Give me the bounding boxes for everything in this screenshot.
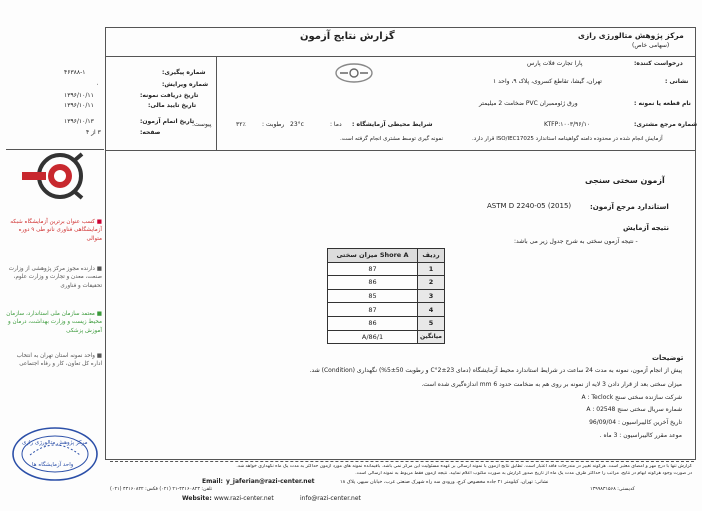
note-item-3: شرکت سازنده سختی سنج A : Teclock (581, 394, 682, 401)
sidebar-item-license-text: دارنده مجوز مرکز پژوهشی از وزارت صنعت، معدن و تجارت و وزارت علوم، تحقیقات و فناوری (8, 266, 102, 289)
tracking-label: شماره پیگیری: (162, 69, 206, 76)
email-link[interactable]: y_jaferian@razi-center.net (226, 478, 315, 485)
address-label: نشانی : (665, 78, 689, 85)
notes-heading: توضیحات (652, 354, 684, 362)
sample-received-value: ۱۳۹۶/۱۰/۱۱ (64, 92, 94, 99)
sidebar-top-rule (6, 149, 104, 150)
footer-phone: تلفن: ۴۴۱۶۰۸۲۳-۲۱ (۰۲۱) فکس: ۴۴۱۶۰۸۲۲ (۰۲۱) (110, 487, 213, 492)
sidebar-item-award (4, 218, 102, 243)
page-value: ۳ از ۴ (86, 129, 101, 136)
sidebar-item-trusted (4, 310, 102, 335)
email-label: Email: (202, 478, 223, 485)
header-column-divider (216, 56, 217, 150)
bullet-icon: ■ (94, 219, 102, 225)
applicant-value: پارا تجارت فلات پارس (527, 60, 583, 67)
env-label: شرایط محیطی آزمایشگاه : (352, 121, 433, 128)
website-link[interactable]: www.razi-center.net (214, 495, 274, 502)
revision-label: شماره ویرایش: (162, 81, 209, 88)
table-cell-index: 3 (418, 289, 445, 303)
header-divider (105, 56, 695, 57)
humidity-label: رطوبت : (262, 121, 285, 128)
temp-value: 23°c (290, 121, 304, 128)
footer-rule (110, 461, 694, 462)
sidebar-item-model-unit (4, 352, 102, 369)
financial-approval-value: ۱۳۹۶/۱۰/۱۱ (64, 102, 94, 109)
hardness-table (327, 248, 445, 344)
stamp-sub-text: واحد آزمایشگاه ها (32, 462, 74, 468)
table-cell-index: 5 (418, 316, 445, 330)
page-title: گزارش نتایج آزمون (300, 31, 395, 42)
bullet-icon: ■ (94, 311, 102, 317)
standard-label: استاندارد مرجع آزمون: (590, 203, 669, 211)
applicant-label: درخواست کننده: (634, 60, 683, 67)
table-cell-value: 86 (328, 316, 418, 330)
table-average-row (328, 330, 445, 344)
sample-received-label: تاریخ دریافت نمونه: (140, 92, 199, 99)
humidity-value: ۳۲٪ (236, 121, 246, 128)
table-row (328, 289, 445, 303)
stamp-text: مرکز پژوهش متالورژی رازی (22, 440, 88, 446)
table-row (328, 316, 445, 330)
footer-postcode: کدپستی: ۱۳۹۹۸۳۱۵۶۸ (590, 487, 635, 492)
table-cell-value: 87 (328, 262, 418, 276)
financial-approval-label: تاریخ تایید مالی: (148, 102, 197, 109)
pressure-label: پیوست: (192, 121, 212, 128)
test-title: آزمون سختی سنجی (585, 176, 665, 185)
sidebar-item-model-unit-text: واحد نمونه استان تهران به انتخاب اداره کل تعاون، کار و رفاه اجتماعی (16, 353, 102, 368)
table-row (328, 303, 445, 317)
sidebar-item-award-text: کسب عنوان برترین آزمایشگاه شبکه آزمایشگاهی فناوری نانو طی ۹ دوره متوالی (10, 219, 102, 242)
table-header-value: میزان سختی Shore A (328, 249, 418, 263)
test-completion-label: تاریخ اتمام آزمون: (140, 118, 195, 125)
table-cell-value: 87 (328, 303, 418, 317)
sidebar-item-trusted-text: معتمد سازمان ملی استاندارد، سازمان محیط زیست و وزارت بهداشت، درمان و آموزش پزشکی (6, 311, 102, 334)
footer-disclaimer-2: در صورت وجود هرگونه ابهام در نتایج، مراتب را حداکثر ظرف مدت یک ماه از تاریخ صدور گزارش به صورت مکتوب اعلام نمایید. نتیجه آزمون فقط مربوط به نمونه ارسالی است. (355, 471, 692, 476)
bullet-icon: ■ (94, 266, 102, 272)
official-stamp (10, 425, 100, 483)
table-cell-index: 1 (418, 262, 445, 276)
table-cell-value: 86 (328, 276, 418, 290)
test-completion-value: ۱۳۹۶/۱۰/۱۳ (64, 118, 94, 125)
table-header-row (328, 249, 445, 263)
company-logo-large (20, 152, 90, 200)
sidebar-item-license (4, 265, 102, 290)
footer-disclaimer-1: گزارش تنها با درج مهر و امضای معتبر است. هرگونه تغییر در مندرجات فاقد اعتبار است. تطابق نتایج آزمون با نمونه ارسالی بر عهده مسئولیت این مرکز نمی باشد. باقیمانده نمونه های مورد آزمون حداکثر به مدت یک ماه نگهداری خواهد شد. (236, 464, 692, 469)
result-intro: - نتیجه آزمون سختی به شرح جدول زیر می باشد: (514, 238, 638, 245)
table-row (328, 276, 445, 290)
note-item-6: موعد مقرر کالیبراسیون : 3 ماه . (599, 432, 682, 439)
reference-value: KTFP:۱۰۰۳/۹۶/۱۰ (544, 121, 591, 128)
sampling-note: نمونه گیری توسط مشتری انجام گرفته است. (340, 136, 444, 142)
sample-name-value: ورق ژئوممبران PVC ضخامت 2 میلیمتر (479, 100, 578, 107)
revision-value: ۰ (96, 81, 100, 88)
table-header-index: ردیف (418, 249, 445, 263)
table-cell-index: 4 (418, 303, 445, 317)
temp-label: دما : (330, 121, 342, 128)
sample-name-label: نام قطعه یا نمونه : (634, 100, 691, 107)
table-cell-index: 2 (418, 276, 445, 290)
table-cell-value: 85 (328, 289, 418, 303)
company-logo-small (334, 62, 374, 84)
org-name: مرکز پژوهش متالورژی رازی (578, 31, 684, 40)
accreditation-note: آزمایش انجام شده در محدوده دامنه گواهینامه استاندارد ISO/IEC17025 قرار دارد. (472, 136, 663, 142)
note-item-1: پیش از انجام آزمون، نمونه به مدت 24 ساعت در شرایط استاندارد محیط آزمایشگاه (دمای 23±2°C و رطوبت 50±5%) نگهداری (Condition) شد. (309, 367, 682, 374)
website-label: Website: (182, 495, 212, 502)
note-item-2: میزان سختی بعد از قرار دادن 3 لایه از نمونه بر روی هم به ضخامت حدود 6 mm اندازه‌گیری شده است. (421, 381, 682, 388)
page-label: صفحه: (140, 129, 161, 136)
note-item-4: شماره سریال سختی سنج A : 02548 (586, 406, 682, 413)
result-heading: نتیجه آزمایش (623, 224, 669, 232)
note-item-5: تاریخ آخرین کالیبراسیون : 96/09/04 (589, 419, 682, 426)
address-value: تهران، گیشا، تقاطع کسروی، پلاک ۹، واحد ۱ (493, 78, 602, 85)
tracking-value: ۴۶۳۸۸-۱ (64, 69, 86, 76)
table-average-value: A/86/1 (328, 330, 418, 344)
reference-label: شماره مرجع مشتری: (634, 121, 698, 128)
info-email-link[interactable]: info@razi-center.net (300, 495, 361, 502)
bullet-icon: ■ (94, 353, 102, 359)
table-row (328, 262, 445, 276)
header-frame (105, 27, 696, 151)
footer-address: نشانی: تهران، کیلومتر ۲۱ جاده مخصوص کرج، ورودی سه راه شهرک صنعتی غرب، خیابان سپهر، پلاک ۱۸ (340, 480, 549, 485)
standard-value: ASTM D 2240-05 (2015) (487, 202, 572, 210)
table-average-label: میانگین (418, 330, 445, 344)
org-type: (سهامی خاص) (632, 42, 670, 49)
